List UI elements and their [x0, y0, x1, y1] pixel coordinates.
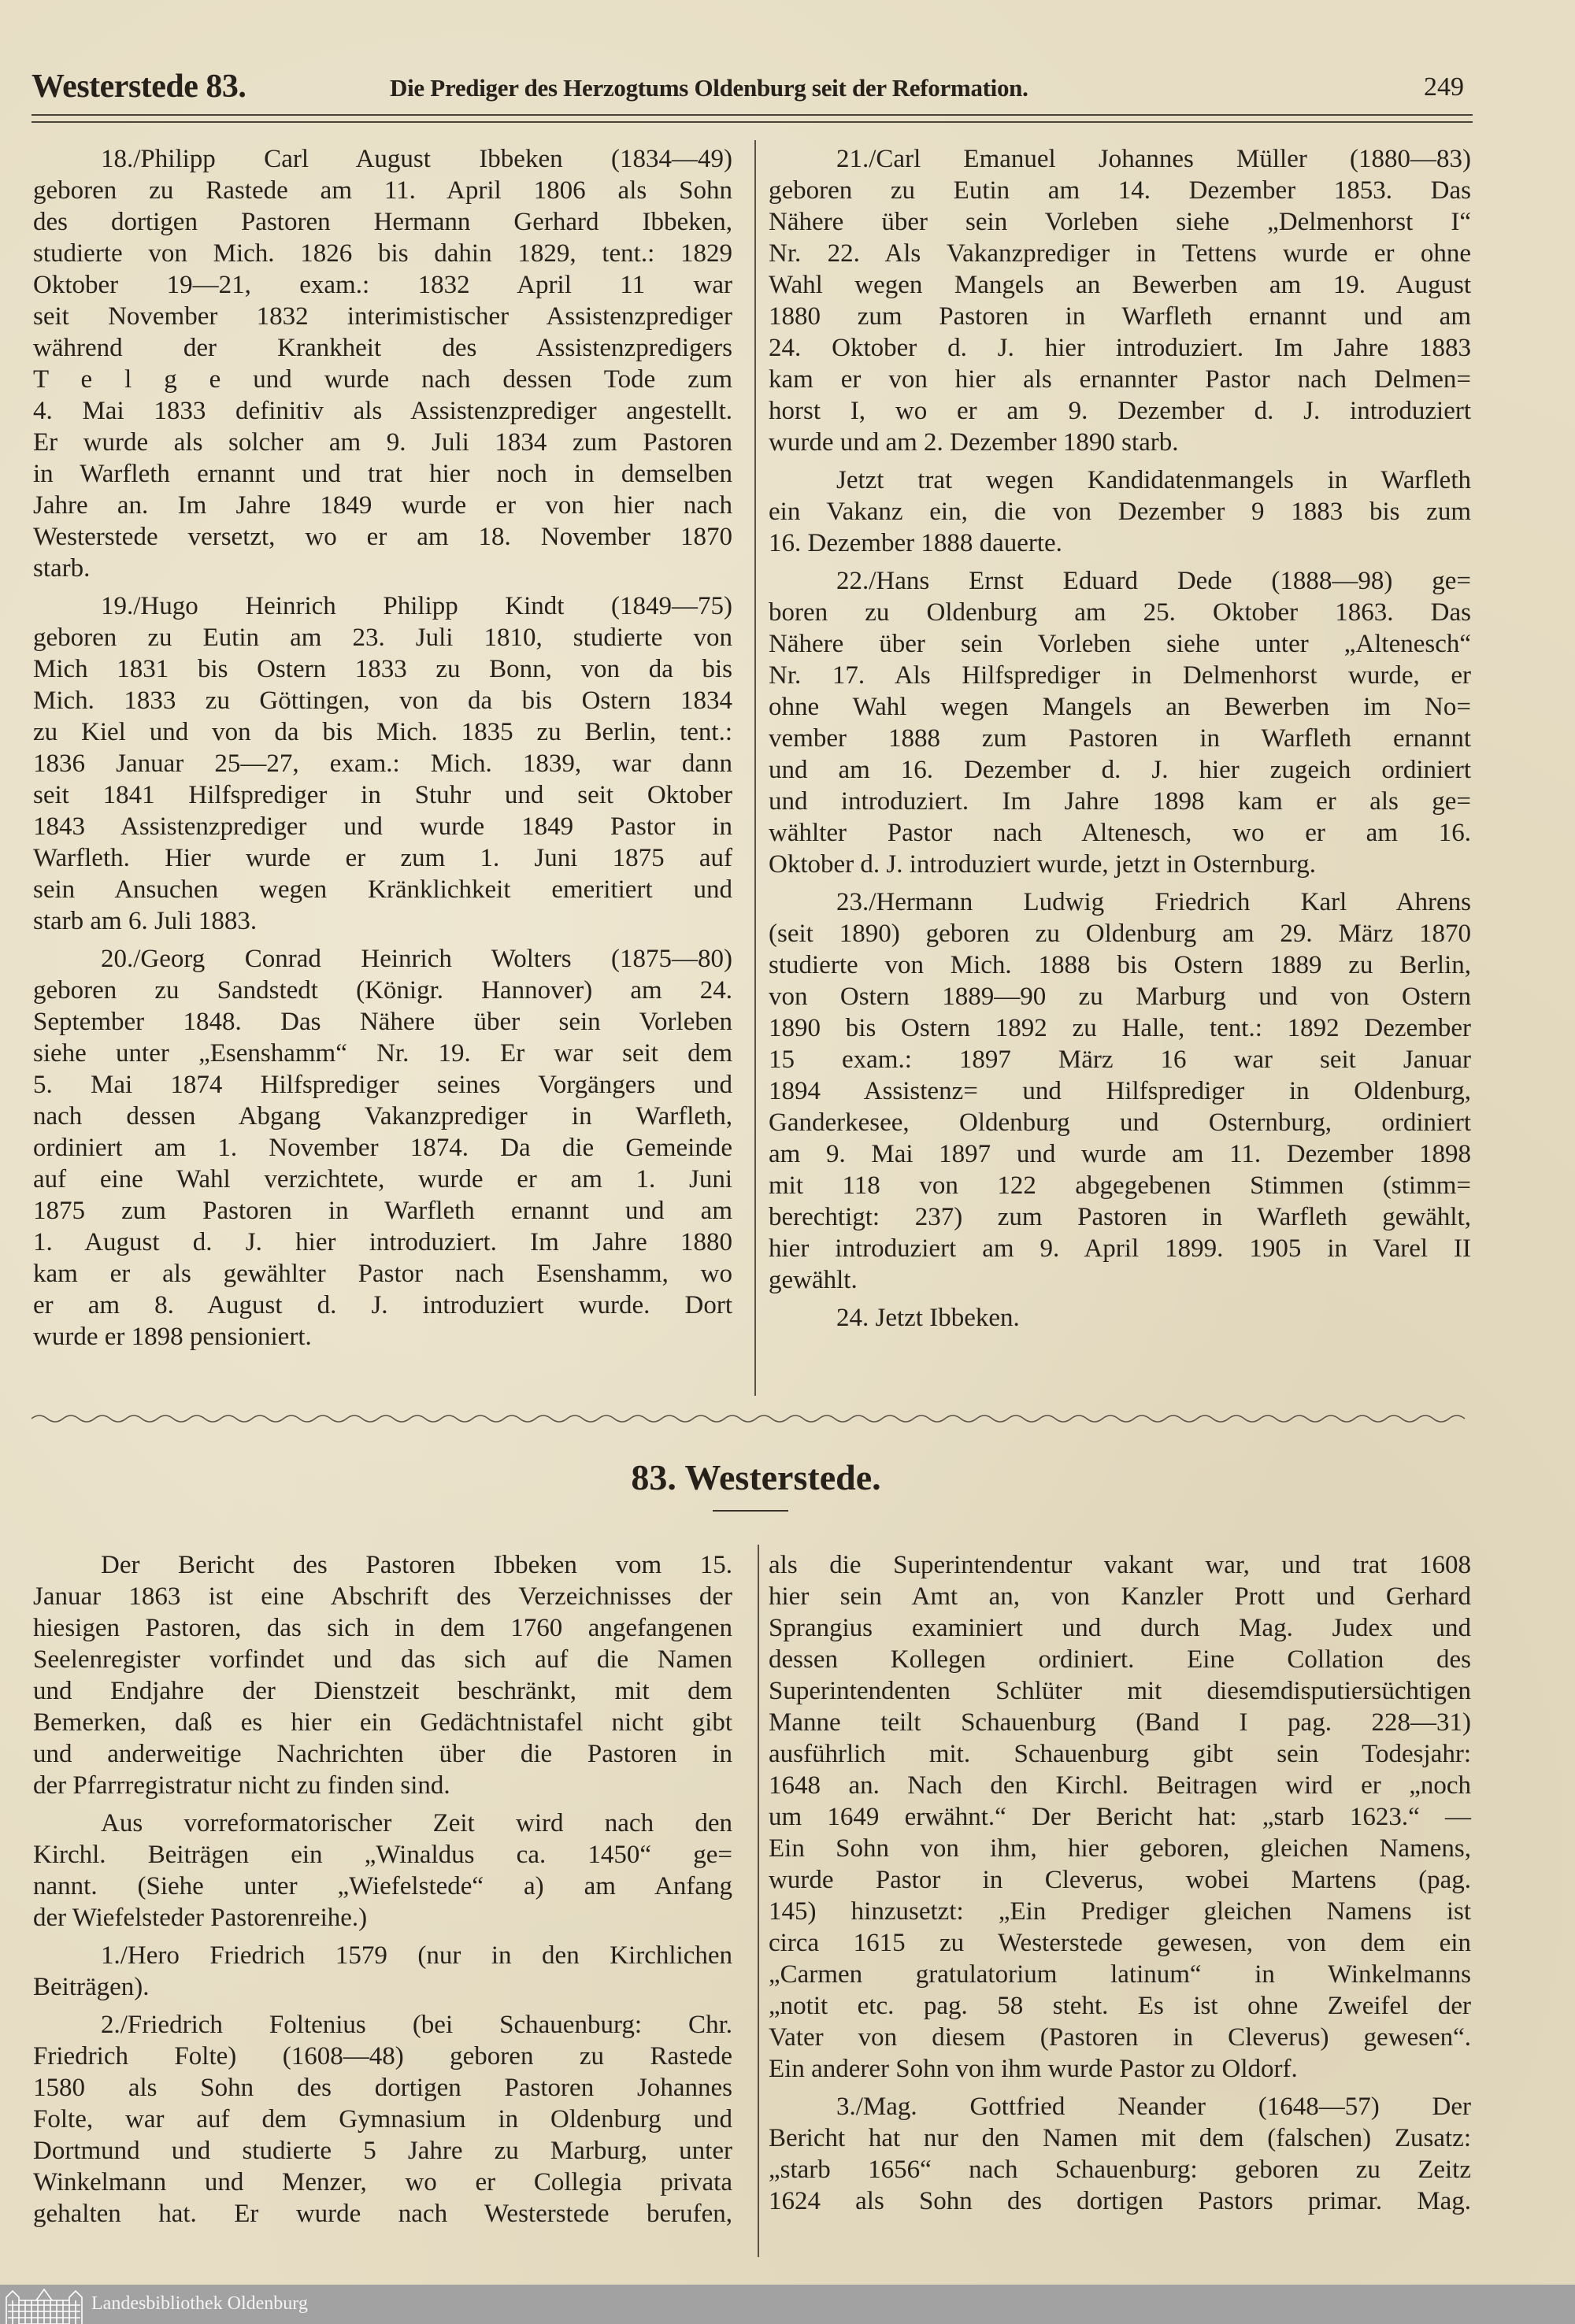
text-line: Folte, war auf dem Gymnasium in Oldenburg und: [33, 2105, 732, 2133]
text-line: hiesigen Pastoren, das sich in dem 1760 angefangenen: [33, 1614, 732, 1642]
text-line: ohne Wahl wegen Mangels an Bewerben im No=: [769, 693, 1471, 721]
text-line: Mich. 1833 zu Göttingen, von da bis Ostern 1834: [33, 686, 732, 715]
text-line: 145) hinzusetzt: „Ein Prediger gleichen Namens ist: [769, 1897, 1471, 1926]
text-line: 21./Carl Emanuel Johannes Müller (1880—83): [836, 145, 1471, 173]
text-line: Oktober d. J. introduziert wurde, jetzt in Osternburg.: [769, 850, 1316, 879]
text-line: wählter Pastor nach Altenesch, wo er am 16.: [769, 819, 1471, 847]
text-line: Friedrich Folte) (1608—48) geboren zu Rastede: [33, 2042, 732, 2071]
book-title: Die Prediger des Herzogtums Oldenburg seit der Reformation.: [390, 74, 1028, 102]
bottom-left-column: [33, 1549, 732, 2236]
paragraph: [33, 943, 732, 1353]
text-line: Bericht hat nur den Namen mit dem (falschen) Zusatz:: [769, 2124, 1471, 2152]
top-right-column: [769, 143, 1471, 1340]
text-line: 1880 zum Pastoren in Warfleth ernannt und am: [769, 302, 1471, 331]
text-line: 1624 als Sohn des dortigen Pastors primar. Mag.: [769, 2187, 1471, 2215]
paragraph: [33, 590, 732, 937]
text-line: Ein anderer Sohn von ihm wurde Pastor zu Oldorf.: [769, 2055, 1298, 2083]
text-line: nannt. (Siehe unter „Wiefelstede“ a) am Anfang: [33, 1872, 732, 1900]
text-line: um 1649 erwähnt.“ Der Bericht hat: „starb 1623.“ —: [769, 1803, 1471, 1831]
text-line: sein Ansuchen wegen Kränklichkeit emeritiert und: [33, 875, 732, 904]
text-line: 20./Georg Conrad Heinrich Wolters (1875—80): [101, 945, 732, 973]
text-line: T e l g e und wurde nach dessen Tode zum: [33, 365, 732, 394]
text-line: wurde und am 2. Dezember 1890 starb.: [769, 428, 1179, 457]
text-line: und introduziert. Im Jahre 1898 kam er als ge=: [769, 787, 1471, 816]
library-name: Landesbibliothek Oldenburg: [91, 2293, 308, 2314]
text-line: Wahl wegen Mangels an Bewerben am 19. August: [769, 271, 1471, 299]
text-line: Vater von diesem (Pastoren in Cleverus) gewesen“.: [769, 2023, 1471, 2052]
paragraph: [769, 1549, 1471, 2085]
text-line: 3./Mag. Gottfried Neander (1648—57) Der: [836, 2093, 1471, 2121]
text-line: 1./Hero Friedrich 1579 (nur in den Kirchlichen: [101, 1941, 732, 1970]
text-line: hier introduziert am 9. April 1899. 1905 in Varel II: [769, 1234, 1471, 1263]
text-line: 4. Mai 1833 definitiv als Assistenzprediger angestellt.: [33, 397, 732, 425]
text-line: hier sein Amt an, von Kanzler Prott und Gerhard: [769, 1582, 1471, 1611]
top-left-column: [33, 143, 732, 1359]
text-line: Nr. 22. Als Vakanzprediger in Tettens wurde er ohne: [769, 239, 1471, 268]
text-line: und anderweitige Nachrichten über die Pastoren in: [33, 1740, 732, 1768]
text-line: ein Vakanz ein, die von Dezember 9 1883 bis zum: [769, 498, 1471, 526]
text-line: „Carmen gratulatorium latinum“ in Winkelmanns: [769, 1960, 1471, 1989]
text-line: vember 1888 zum Pastoren in Warfleth ernannt: [769, 724, 1471, 753]
text-line: gehalten hat. Er wurde nach Westerstede berufen,: [33, 2200, 732, 2228]
text-line: 24. Oktober d. J. hier introduziert. Im Jahre 1883: [769, 334, 1471, 362]
text-line: der Pfarrregistratur nicht zu finden sind.: [33, 1771, 450, 1800]
text-line: 1843 Assistenzprediger und wurde 1849 Pastor in: [33, 812, 732, 841]
text-line: Dortmund und studierte 5 Jahre zu Marburg, unter: [33, 2137, 732, 2165]
text-line: kam er als gewählter Pastor nach Esenshamm, wo: [33, 1260, 732, 1288]
text-line: 1875 zum Pastoren in Warfleth ernannt und am: [33, 1197, 732, 1225]
text-line: des dortigen Pastoren Hermann Gerhard Ibbeken,: [33, 208, 732, 236]
text-line: Superintendenten Schlüter mit diesemdisputiersüchtigen: [769, 1677, 1471, 1705]
text-line: Beiträgen).: [33, 1973, 150, 2001]
text-line: mit 118 von 122 abgegebenen Stimmen (stimm=: [769, 1171, 1471, 1200]
paragraph: [769, 565, 1471, 880]
column-divider: [758, 1545, 759, 2257]
text-line: 1. August d. J. hier introduziert. Im Jahre 1880: [33, 1228, 732, 1256]
text-line: berechtigt: 237) zum Pastoren in Warfleth gewählt,: [769, 1203, 1471, 1231]
text-line: starb am 6. Juli 1883.: [33, 907, 258, 935]
text-line: 24. Jetzt Ibbeken.: [836, 1304, 1020, 1332]
text-line: seit November 1832 interimistischer Assistenzprediger: [33, 302, 732, 331]
text-line: 2./Friedrich Foltenius (bei Schauenburg: Chr.: [101, 2011, 732, 2039]
text-line: der Wiefelsteder Pastorenreihe.): [33, 1904, 368, 1932]
text-line: Jetzt trat wegen Kandidatenmangels in Warfleth: [836, 466, 1471, 494]
paragraph: [769, 143, 1471, 458]
page-number: 249: [1424, 72, 1464, 102]
text-line: 23./Hermann Ludwig Friedrich Karl Ahrens: [836, 888, 1471, 916]
heading-underline: [713, 1510, 788, 1512]
text-line: dessen Kollegen ordiniert. Eine Collation des: [769, 1645, 1471, 1674]
paragraph: [33, 1808, 732, 1934]
text-line: in Warfleth ernannt und trat hier noch in demselben: [33, 460, 732, 488]
text-line: er am 8. August d. J. introduziert wurde. Dort: [33, 1291, 732, 1319]
text-line: Nähere über sein Vorleben siehe „Delmenhorst I“: [769, 208, 1471, 236]
text-line: nach dessen Abgang Vakanzprediger in Warfleth,: [33, 1102, 732, 1131]
text-line: wurde Pastor in Cleverus, wobei Martens (pag.: [769, 1866, 1471, 1894]
text-line: Westerstede versetzt, wo er am 18. November 1870: [33, 523, 732, 551]
text-line: Oktober 19—21, exam.: 1832 April 11 war: [33, 271, 732, 299]
text-line: (seit 1890) geboren zu Oldenburg am 29. März 1870: [769, 920, 1471, 948]
text-line: geboren zu Rastede am 11. April 1806 als Sohn: [33, 176, 732, 205]
text-line: 18./Philipp Carl August Ibbeken (1834—49): [101, 145, 732, 173]
text-line: Ganderkesee, Oldenburg und Osternburg, ordiniert: [769, 1108, 1471, 1137]
text-line: Nähere über sein Vorleben siehe unter „Altenesch“: [769, 630, 1471, 658]
text-line: Seelenregister vorfindet und das sich auf die Namen: [33, 1645, 732, 1674]
text-line: auf eine Wahl verzichtete, wurde er am 1. Juni: [33, 1165, 732, 1193]
text-line: 19./Hugo Heinrich Philipp Kindt (1849—75): [101, 592, 732, 620]
running-head: Westerstede 83.: [32, 68, 246, 105]
text-line: Aus vorreformatorischer Zeit wird nach den: [101, 1809, 732, 1837]
text-line: 1894 Assistenz= und Hilfsprediger in Oldenburg,: [769, 1077, 1471, 1105]
text-line: siehe unter „Esenshamm“ Nr. 19. Er war seit dem: [33, 1039, 732, 1068]
paragraph: [33, 1549, 732, 1801]
text-line: 1836 Januar 25—27, exam.: Mich. 1839, war dann: [33, 749, 732, 778]
text-line: geboren zu Eutin am 14. Dezember 1853. Das: [769, 176, 1471, 205]
text-line: Nr. 17. Als Hilfsprediger in Delmenhorst wurde, er: [769, 661, 1471, 690]
text-line: 22./Hans Ernst Eduard Dede (1888—98) ge=: [836, 567, 1471, 595]
paragraph: [769, 886, 1471, 1296]
column-divider: [754, 140, 756, 1396]
text-line: 1890 bis Ostern 1892 zu Halle, tent.: 1892 Dezember: [769, 1014, 1471, 1042]
header-rule-upper: [32, 114, 1473, 116]
text-line: Der Bericht des Pastoren Ibbeken vom 15.: [101, 1551, 732, 1579]
text-line: und am 16. Dezember d. J. hier zugeich ordiniert: [769, 756, 1471, 784]
text-line: als die Superintendentur vakant war, und trat 1608: [769, 1551, 1471, 1579]
paragraph: [33, 2009, 732, 2230]
text-line: September 1848. Das Nähere über sein Vorleben: [33, 1008, 732, 1036]
bottom-right-column: [769, 1549, 1471, 2223]
text-line: Warfleth. Hier wurde er zum 1. Juni 1875 auf: [33, 844, 732, 872]
text-line: Jahre an. Im Jahre 1849 wurde er von hier nach: [33, 491, 732, 520]
library-footer-bar: [0, 2285, 1575, 2324]
text-line: circa 1615 zu Westerstede gewesen, von dem ein: [769, 1929, 1471, 1957]
text-line: horst I, wo er am 9. Dezember d. J. introduziert: [769, 397, 1471, 425]
text-line: studierte von Mich. 1888 bis Ostern 1889 zu Berlin,: [769, 951, 1471, 979]
paragraph: [769, 1302, 1471, 1334]
text-line: ordiniert am 1. November 1874. Da die Gemeinde: [33, 1134, 732, 1162]
text-line: am 9. Mai 1897 und wurde am 11. Dezember 1898: [769, 1140, 1471, 1168]
paragraph: [33, 1940, 732, 2003]
header-rule-lower: [32, 121, 1473, 123]
text-line: während der Krankheit des Assistenzpredigers: [33, 334, 732, 362]
text-line: 5. Mai 1874 Hilfsprediger seines Vorgängers und: [33, 1071, 732, 1099]
text-line: Er wurde als solcher am 9. Juli 1834 zum Pastoren: [33, 428, 732, 457]
text-line: Sprangius examiniert und durch Mag. Judex und: [769, 1614, 1471, 1642]
text-line: ausführlich mit. Schauenburg gibt sein Todesjahr:: [769, 1740, 1471, 1768]
paragraph: [769, 464, 1471, 559]
text-line: zu Kiel und von da bis Mich. 1835 zu Berlin, tent.:: [33, 718, 732, 746]
section-heading: 83. Westerstede.: [631, 1457, 881, 1497]
text-line: 1580 als Sohn des dortigen Pastoren Johannes: [33, 2074, 732, 2102]
text-line: Kirchl. Beiträgen ein „Winaldus ca. 1450“ ge=: [33, 1841, 732, 1869]
text-line: Bemerken, daß es hier ein Gedächtnistafel nicht gibt: [33, 1708, 732, 1737]
text-line: kam er von hier als ernannter Pastor nach Delmen=: [769, 365, 1471, 394]
text-line: starb.: [33, 554, 91, 583]
text-line: „notit etc. pag. 58 steht. Es ist ohne Zweifel der: [769, 1992, 1471, 2020]
text-line: 15 exam.: 1897 März 16 war seit Januar: [769, 1045, 1471, 1074]
text-line: boren zu Oldenburg am 25. Oktober 1863. Das: [769, 598, 1471, 627]
text-line: Januar 1863 ist eine Abschrift des Verzeichnisses der: [33, 1582, 732, 1611]
text-line: von Ostern 1889—90 zu Marburg und von Ostern: [769, 983, 1471, 1011]
text-line: Mich 1831 bis Ostern 1833 zu Bonn, von da bis: [33, 655, 732, 683]
text-line: Manne teilt Schauenburg (Band I pag. 228—31): [769, 1708, 1471, 1737]
library-building-logo: [5, 2288, 83, 2324]
text-line: studierte von Mich. 1826 bis dahin 1829, tent.: 1829: [33, 239, 732, 268]
paragraph: [769, 2091, 1471, 2217]
text-line: 16. Dezember 1888 dauerte.: [769, 529, 1062, 557]
text-line: gewählt.: [769, 1266, 858, 1294]
text-line: Ein Sohn von ihm, hier geboren, gleichen Namens,: [769, 1834, 1471, 1863]
text-line: Winkelmann und Menzer, wo er Collegia privata: [33, 2168, 732, 2196]
text-line: „starb 1656“ nach Schauenburg: geboren zu Zeitz: [769, 2156, 1471, 2184]
section-separator-ornament: [32, 1409, 1473, 1428]
text-line: 1648 an. Nach den Kirchl. Beitragen wird er „noch: [769, 1771, 1471, 1800]
text-line: seit 1841 Hilfsprediger in Stuhr und seit Oktober: [33, 781, 732, 809]
text-line: wurde er 1898 pensioniert.: [33, 1323, 312, 1351]
paragraph: [33, 143, 732, 584]
text-line: geboren zu Eutin am 23. Juli 1810, studierte von: [33, 624, 732, 652]
text-line: geboren zu Sandstedt (Königr. Hannover) am 24.: [33, 976, 732, 1005]
text-line: und Endjahre der Dienstzeit beschränkt, mit dem: [33, 1677, 732, 1705]
